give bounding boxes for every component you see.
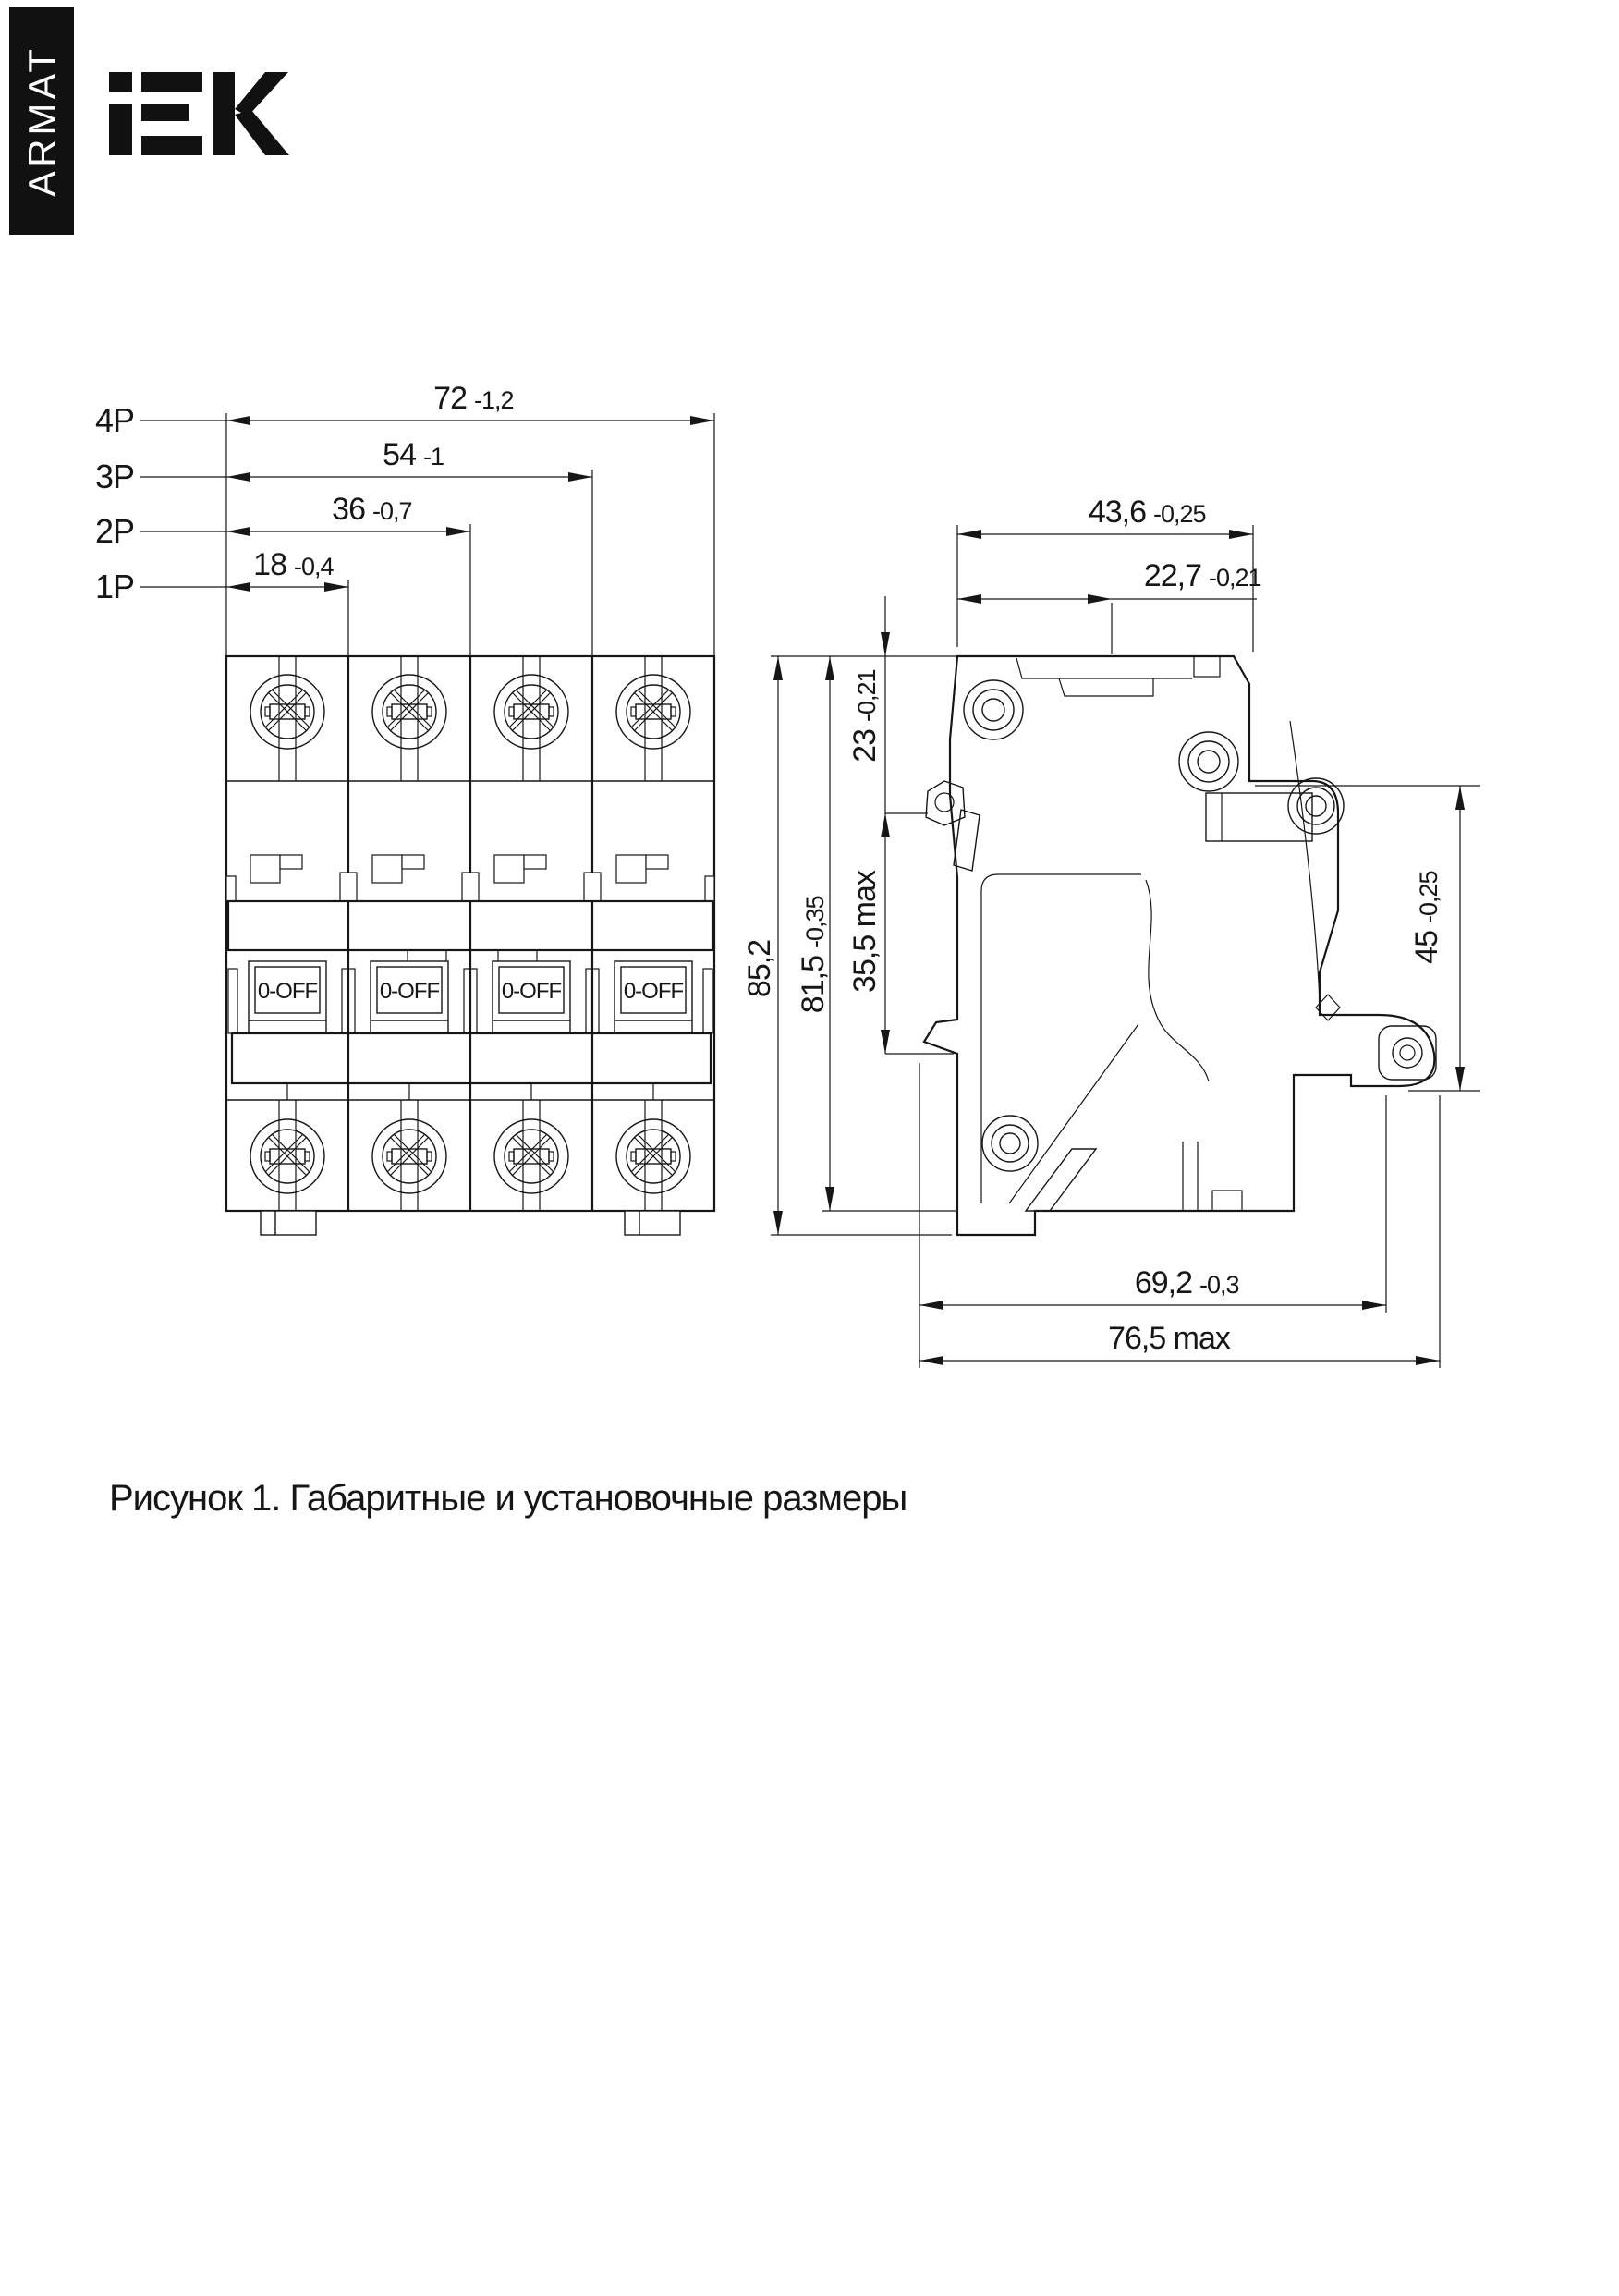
dim-bottom-width-value: 69,2: [1134, 1265, 1192, 1301]
dim-bottom-width-max-value: 76,5 max: [1108, 1321, 1230, 1356]
figure-caption: Рисунок 1. Габаритные и установочные размеры: [109, 1478, 907, 1519]
dim-front-protrusion-value: 35,5 max: [847, 871, 883, 993]
dim-rail-height-value: 45: [1409, 931, 1444, 964]
side-dimensions: [742, 495, 1480, 1368]
screw-terminal-bottom-4: [616, 1119, 690, 1193]
screw-terminal-top-2: [372, 675, 446, 749]
dim-upper-width-tolerance: -0,21: [1209, 564, 1261, 592]
pole-label-1p: 1P: [95, 568, 135, 605]
dim-4p-tolerance: -1,2: [474, 386, 514, 414]
dim-2p-value: 36: [332, 492, 365, 527]
dim-body-height-value: 81,5: [796, 956, 831, 1014]
handle-label-3: 0-OFF: [501, 979, 562, 1004]
dim-bottom-width-tolerance: -0,3: [1199, 1271, 1239, 1299]
dim-body-height-tolerance: -0,35: [801, 896, 829, 948]
dim-2p-tolerance: -0,7: [372, 497, 412, 525]
iek-logo: [109, 72, 289, 155]
pole-label-4p: 4P: [95, 401, 135, 439]
handle-label-2: 0-OFF: [379, 979, 440, 1004]
handle-label-1: 0-OFF: [257, 979, 318, 1004]
dim-top-width-tolerance: -0,25: [1153, 500, 1206, 528]
handle-label-4: 0-OFF: [623, 979, 684, 1004]
screw-terminal-top-4: [616, 675, 690, 749]
dim-4p-value: 72: [433, 381, 467, 416]
dim-depth-top-tolerance: -0,21: [853, 669, 881, 722]
side-view-details: [926, 656, 1436, 1211]
pole-label-3p: 3P: [95, 458, 135, 495]
front-view-body: [226, 656, 714, 1235]
dim-rail-height-tolerance: -0,25: [1415, 871, 1442, 923]
brand-vertical-label: ARMAT: [20, 45, 64, 197]
dim-1p-tolerance: -0,4: [294, 553, 334, 580]
dim-upper-width-value: 22,7: [1143, 558, 1201, 593]
screw-terminal-top-1: [250, 675, 324, 749]
pole-label-2p: 2P: [95, 512, 135, 550]
front-din-tabs: [261, 1211, 680, 1235]
screw-terminal-top-3: [494, 675, 568, 749]
dim-total-height-value: 85,2: [742, 939, 777, 998]
dim-3p-value: 54: [383, 437, 416, 472]
screw-terminal-bottom-2: [372, 1119, 446, 1193]
dim-depth-top-value: 23: [847, 729, 883, 763]
dim-1p-value: 18: [253, 547, 286, 582]
screw-terminal-bottom-3: [494, 1119, 568, 1193]
dim-3p-tolerance: -1: [423, 443, 444, 470]
dim-top-width-value: 43,6: [1088, 495, 1146, 530]
front-dimensions: [95, 381, 714, 656]
side-view: [742, 495, 1480, 1368]
screw-terminal-bottom-1: [250, 1119, 324, 1193]
brand-sidebar: [9, 7, 74, 235]
front-view: [95, 381, 714, 1235]
